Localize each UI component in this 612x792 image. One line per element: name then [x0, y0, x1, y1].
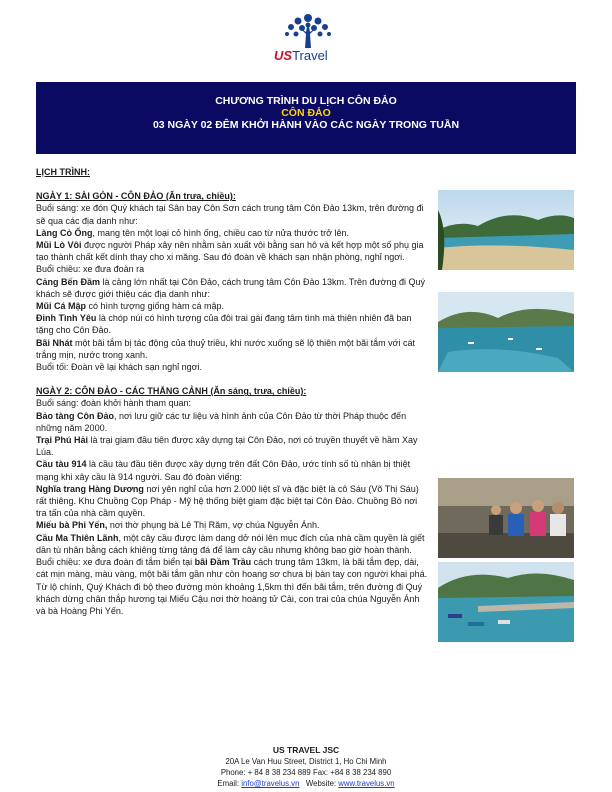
- day1-cang-ben-dam: Cảng Bến Đầm là cảng lớn nhất tại Côn Đảo, cách trung tâm Côn Đảo 13km. Trên đường đi Quý khách sẽ được giới thiệu các địa danh như:: [36, 276, 426, 299]
- day2-mieu-ba: Miếu bà Phi Yến, nơi thờ phụng bà Lê Thị Răm, vợ chúa Nguyễn Ánh.: [36, 520, 320, 531]
- day2-heading: NGÀY 2: CÔN ĐẢO - CÁC THẮNG CẢNH (Ăn sáng, trưa, chiều):: [36, 386, 307, 397]
- banner-duration: 03 NGÀY 02 ĐÊM KHỞI HÀNH VÀO CÁC NGÀY TRONG TUẦN: [152, 119, 460, 131]
- bay-photo: [438, 292, 574, 372]
- day2-nghia-trang: Nghĩa trang Hàng Dương nơi yên nghỉ của hơn 2.000 liệt sĩ và đặc biệt là cô Sáu (Võ Thị Sáu) rất thiêng. Khu Chuồng Cọp Pháp - Mỹ hệ thống biệt giam đặc biệt tại Côn Đảo. Chuồng Bò nơi tra tấn của nhà cầm quyền.: [36, 483, 419, 519]
- itinerary-content: [36, 166, 428, 617]
- day2-cau-ma-thien-lanh: Cầu Ma Thiên Lãnh, một cây cầu được làm dang dở nói lên mục đích của nhà cầm quyền là giết dần tù nhân bằng cách khiêng từng tảng đá để làm cây cầu nhưng không bao giờ hoàn thành.: [36, 532, 425, 555]
- banner-title: CHƯƠNG TRÌNH DU LỊCH CÔN ĐẢO: [215, 95, 397, 107]
- day1-mui-ca-map: Mũi Cá Mập có hình tượng giống hàm cá mập.: [36, 301, 225, 312]
- footer-phone: Phone: + 84 8 38 234 889 Fax: +84 8 38 234 890: [220, 768, 392, 777]
- footer-contact: Email: info@travelus.vn Website: www.travelus.vn: [217, 779, 395, 788]
- day2-bao-tang: Bảo tàng Côn Đảo, nơi lưu giữ các tư liệu và hình ảnh của Côn Đảo từ thời Pháp thuộc đến những năm 2000.: [36, 410, 407, 433]
- title-banner: [36, 82, 576, 154]
- footer-website-link[interactable]: www.travelus.vn: [338, 779, 395, 788]
- day1-evening: Buổi tối: Đoàn về lại khách sạn nghỉ ngơi.: [36, 362, 203, 373]
- banner-destination: CÔN ĐẢO: [281, 107, 331, 119]
- museum-visitors-photo: [438, 478, 574, 558]
- harbor-photo: [438, 562, 574, 642]
- logo-us: US: [274, 48, 293, 63]
- company-footer: [0, 745, 612, 789]
- logo-travel: Travel: [292, 48, 328, 63]
- day2-trai-phu-hai: Trại Phú Hải là trại giam đầu tiên được xây dựng tại Côn Đảo, nơi có truyền thuyết về hầm Xay Lúa.: [36, 435, 418, 458]
- footer-address: 20A Le Van Huu Street, District 1, Ho Chi Minh: [225, 757, 387, 766]
- beach-photo-1: [438, 190, 574, 270]
- footer-company: US TRAVEL JSC: [272, 745, 340, 755]
- day2-morning: Buổi sáng: đoàn khởi hành tham quan:: [36, 398, 192, 409]
- day2-cau-tau-914: Cầu tàu 914 là cầu tàu đầu tiên được xây dựng trên đất Côn Đảo, ước tính số tù nhân bị thiệt mạng khi xây cầu là 914 người. Sau đó đoàn viếng:: [36, 459, 411, 482]
- day1-bai-nhat: Bãi Nhát một bãi tắm bị tác động của thuỷ triều, khi nước xuống sẽ lộ thiên một bãi tắm với cát trắng mịn, nước trong xanh.: [36, 337, 416, 360]
- day1-mui-lo-voi: Mũi Lò Vôi được người Pháp xây nên nhằm sản xuất vôi bằng san hô và kết hợp một số phụ gia tạo thành chất kết dính thay cho xi măng. Sau đó đoàn về khách sạn nhận phòng, nghỉ ngơi.: [36, 240, 424, 263]
- logo-wordmark: [274, 48, 328, 63]
- day1-heading: NGÀY 1: SÀI GÒN - CÔN ĐẢO (Ăn trưa, chiều):: [36, 191, 236, 202]
- itinerary-heading: LỊCH TRÌNH:: [36, 167, 90, 177]
- day1-afternoon: Buổi chiều: xe đưa đoàn ra: [36, 264, 145, 275]
- day2-afternoon: Buổi chiều: xe đưa đoàn đi tắm biển tại bãi Đầm Trầu cách trung tâm 13km, là bãi tắm đẹp, dài, cát mịn màng, màu vàng, một bãi tắm gần như còn hoang sơ chưa bị bàn tay con người khai phá. Từ lộ chính, Quý Khách đi bộ theo đường mòn khoảng 1,5km thì đến bãi tắm, trên đường đi Quý khách dừng chân thắp hương tại Miếu Cậu nơi thờ hoàng tử Cải, con trai của chúa Nguyễn Ánh và bà Hoàng Phi Yến.: [36, 557, 428, 616]
- day1-dinh-tinh-yeu: Đỉnh Tình Yêu là chóp núi có hình tượng của đôi trai gái đang tâm tình mà thiên nhiên đã ban tặng cho Côn Đảo.: [36, 313, 412, 336]
- day1-lang-co-ong: Làng Cỏ Ống, mang tên một loại cỏ hình ống, chiều cao từ nửa thước trở lên.: [36, 227, 350, 238]
- footer-email-link[interactable]: info@travelus.vn: [241, 779, 300, 788]
- day1-morning: Buổi sáng: xe đón Quý khách tại Sân bay Côn Sơn cách trung tâm Côn Đảo 13km, trên đường đi sẽ qua các địa danh như:: [36, 203, 424, 226]
